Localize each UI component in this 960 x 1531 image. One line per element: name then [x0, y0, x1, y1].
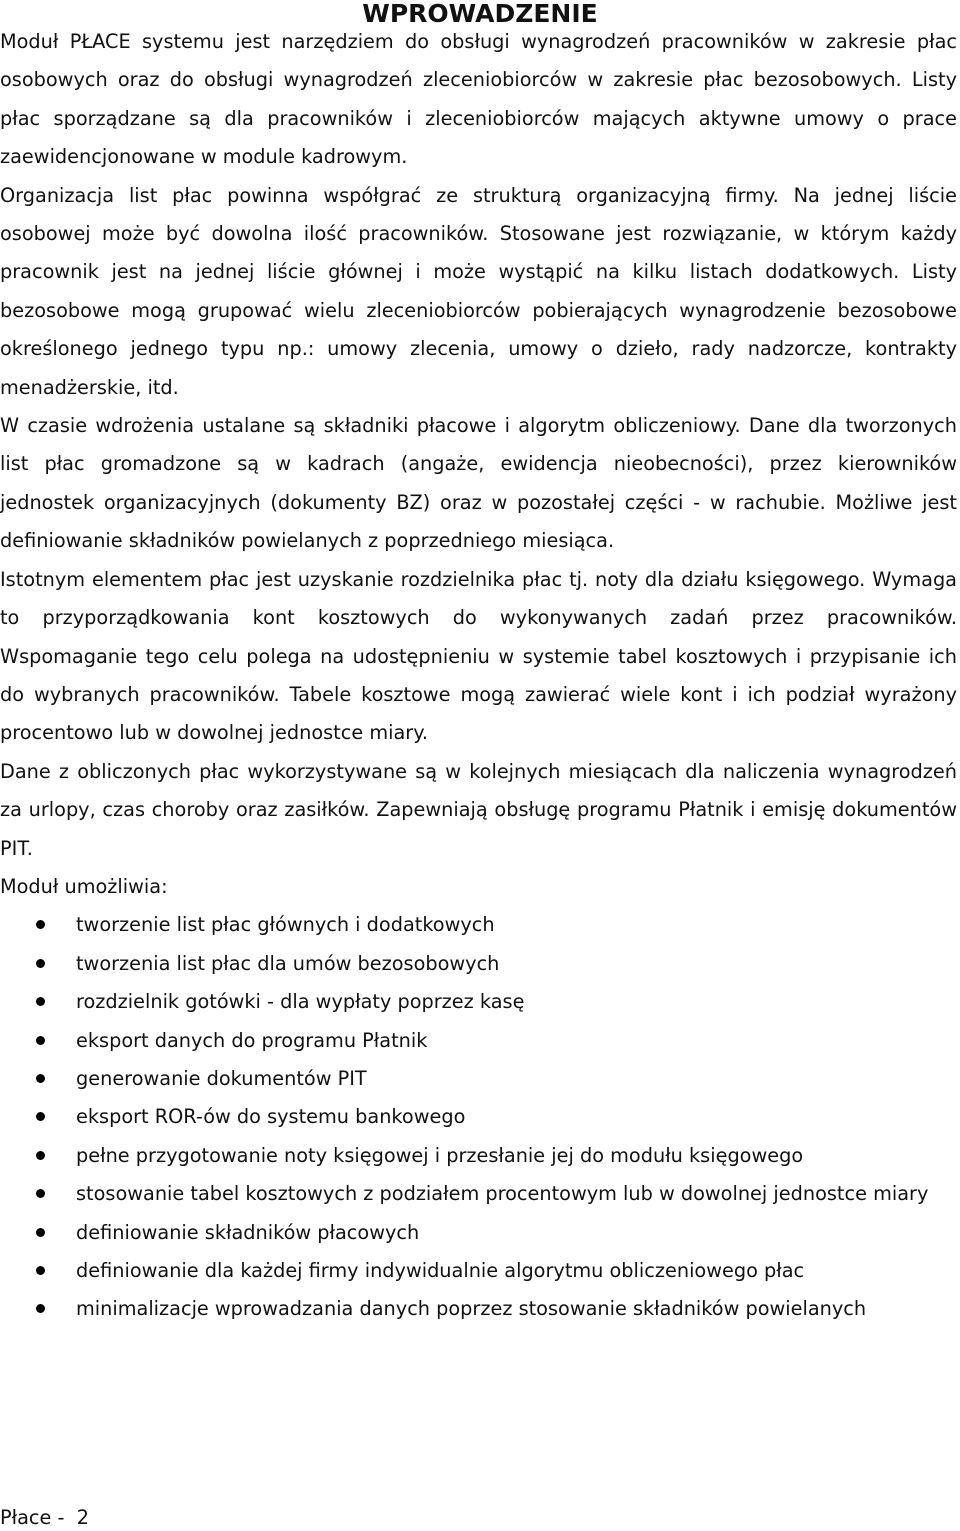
paragraph-calculated-data: Dane z obliczonych płac wykorzystywane są w kolejnych miesiącach dla naliczenia wynagrodzeń za urlopy, czas choroby oraz zasiłków. Zapewniają obsługę programu Płatnik i emisję dokumentów PIT.	[0, 759, 957, 860]
paragraph-cost-distribution: Istotnym elementem płac jest uzyskanie rozdzielnika płac tj. noty dla działu księgowego. Wymaga to przyporządkowania kont kosztowych do wykonywanych zadań przez pracowników. Wspomaganie tego celu polega na udostępnieniu w systemie tabel kosztowych i przypisanie ich do wybranych pracowników. Tabele kosztowe mogą zawierać wiele kont i ich podział wyrażony procentowo lub w dowolnej jednostce miary.	[0, 567, 957, 745]
list-item-text: tworzenia list płac dla umów bezosobowych	[76, 951, 500, 975]
list-item-text: tworzenie list płac głównych i dodatkowych	[76, 913, 495, 937]
features-list	[0, 906, 957, 1328]
bullet-icon	[36, 959, 45, 968]
bullet-icon	[36, 920, 45, 929]
list-item-text: definiowanie dla każdej firmy indywidualnie algorytmu obliczeniowego płac	[76, 1259, 805, 1282]
list-item	[0, 1175, 957, 1213]
page-title: WPROWADZENIE	[362, 0, 598, 28]
list-item	[0, 906, 957, 944]
bullet-icon	[36, 1074, 45, 1083]
paragraph-intro: Moduł PŁACE systemu jest narzędziem do obsługi wynagrodzeń pracowników w zakresie płac osobowych oraz do obsługi wynagrodzeń zleceniobiorców w zakresie płac bezosobowych. Listy płac sporządzane są dla pracowników i zleceniobiorców mających aktywne umowy o prace zaewidencjonowane w module kadrowym.	[0, 30, 957, 169]
paragraph-organization: Organizacja list płac powinna współgrać ze strukturą organizacyjną firmy. Na jednej liście osobowej może być dowolna ilość pracowników. Stosowane jest rozwiązanie, w którym każdy pracownik jest na jednej liście głównej i może wystąpić na kilku listach dodatkowych. Listy bezosobowe mogą grupować wielu zleceniobiorców pobierających wynagrodzenie bezosobowe określonego jednego typu np.: umowy zlecenia, umowy o dzieło, rady nadzorcze, kontrakty menadżerskie, itd.	[0, 183, 957, 399]
bullet-icon	[36, 1036, 45, 1045]
list-item-text: minimalizacje wprowadzania danych poprzez stosowanie składników powielanych	[76, 1297, 867, 1321]
list-item	[0, 983, 957, 1021]
list-item-text: rozdzielnik gotówki - dla wypłaty poprzez kasę	[76, 990, 525, 1014]
list-item	[0, 1214, 957, 1252]
bullet-icon	[36, 1228, 45, 1237]
list-item-text: pełne przygotowanie noty księgowej i przesłanie jej do modułu księgowego	[76, 1143, 804, 1167]
bullet-icon	[36, 1304, 45, 1313]
paragraph-implementation: W czasie wdrożenia ustalane są składniki płacowe i algorytm obliczeniowy. Dane dla tworzonych list płac gromadzone są w kadrach (angaże, ewidencja nieobecności), przez kierowników jednostek organizacyjnych (dokumenty BZ) oraz w pozostałej części - w rachubie. Możliwe jest definiowanie składników powielanych z poprzedniego miesiąca.	[0, 414, 957, 553]
page-footer: Płace - 2	[0, 1506, 89, 1529]
bullet-icon	[36, 997, 45, 1006]
list-item-text: generowanie dokumentów PIT	[76, 1066, 367, 1090]
bullet-icon	[36, 1112, 45, 1121]
bullet-icon	[36, 1189, 45, 1198]
list-item-text: eksport danych do programu Płatnik	[76, 1028, 428, 1052]
bullet-icon	[36, 1266, 45, 1275]
list-item-text: stosowanie tabel kosztowych z podziałem procentowym lub w dowolnej jednostce miary	[76, 1182, 929, 1206]
list-item-text: eksport ROR-ów do systemu bankowego	[76, 1105, 466, 1129]
list-item	[0, 1098, 957, 1136]
list-item	[0, 945, 957, 983]
list-item	[0, 1137, 957, 1175]
list-item	[0, 1252, 957, 1290]
features-intro: Moduł umożliwia:	[0, 874, 168, 898]
list-item-text: definiowanie składników płacowych	[76, 1220, 420, 1244]
document-body	[0, 23, 957, 1329]
bullet-icon	[36, 1151, 45, 1160]
list-item	[0, 1060, 957, 1098]
list-item	[0, 1290, 957, 1328]
list-item	[0, 1022, 957, 1060]
